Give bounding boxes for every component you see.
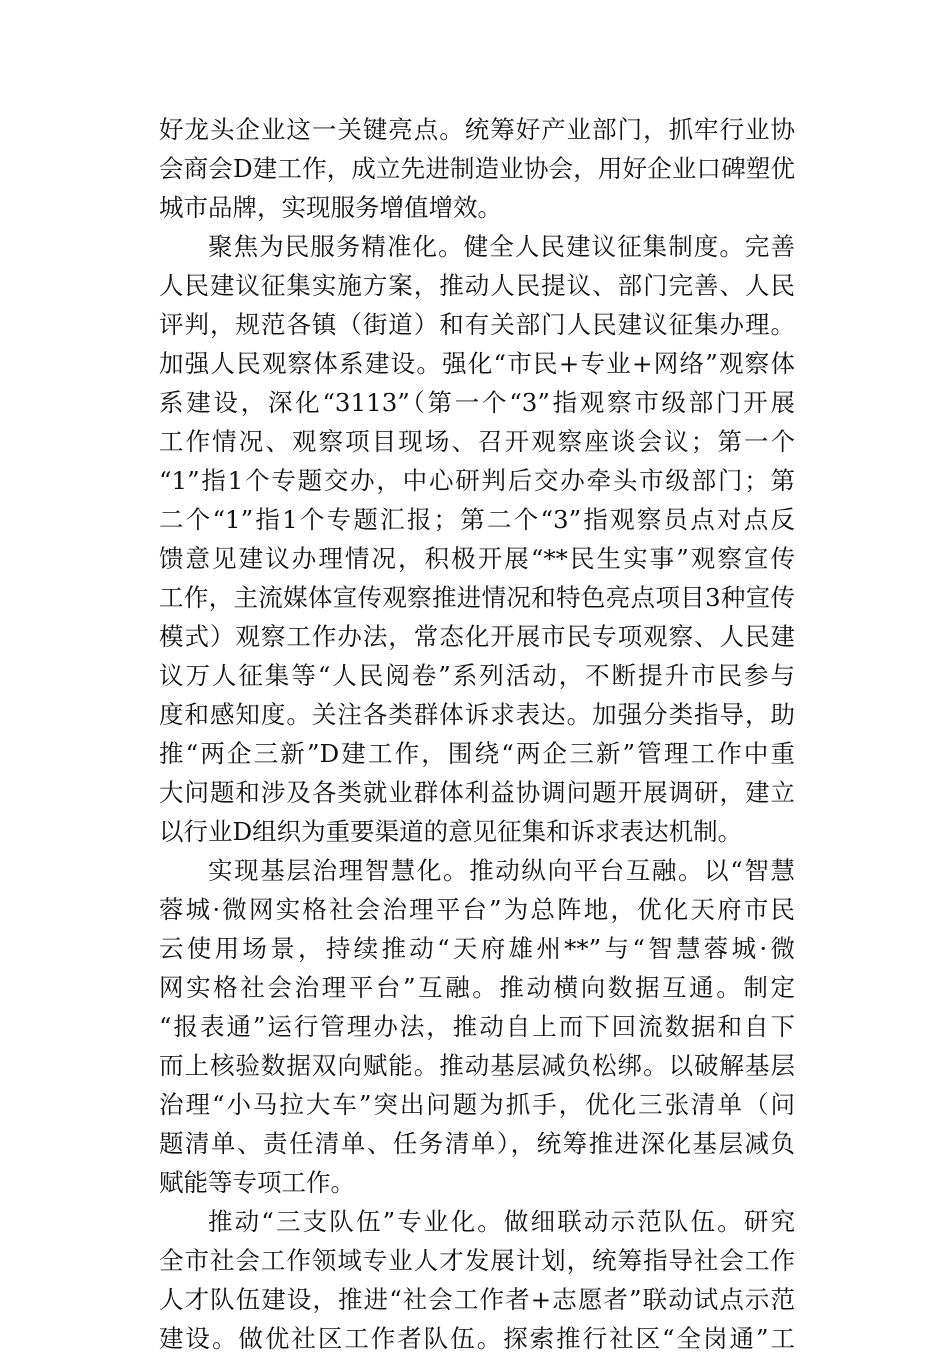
paragraph-line: 工作情况、观察项目现场、召开观察座谈会议；第一个: [159, 427, 795, 456]
paragraph-line: 工作，主流媒体宣传观察推进情况和特色亮点项目3种宣传: [159, 583, 795, 612]
paragraph-line: 建设。做优社区工作者队伍。探索推行社区“全岗通”工: [159, 1324, 795, 1353]
paragraph-line: “1”指1个专题交办，中心研判后交办牵头市级部门；第: [159, 466, 795, 495]
paragraph-line: 人民建议征集实施方案，推动人民提议、部门完善、人民: [159, 271, 795, 300]
paragraph-line: 二个“1”指1个专题汇报；第二个“3”指观察员点对点反: [159, 505, 795, 534]
paragraph-line: 网实格社会治理平台”互融。推动横向数据互通。制定: [159, 973, 795, 1002]
paragraph-line: 实现基层治理智慧化。推动纵向平台互融。以“智慧: [208, 856, 795, 885]
paragraph-line: 加强人民观察体系建设。强化“市民+专业+网络”观察体: [159, 349, 795, 378]
paragraph-line: 人才队伍建设，推进“社会工作者+志愿者”联动试点示范: [159, 1285, 795, 1314]
paragraph-line: 评判，规范各镇（街道）和有关部门人民建议征集办理。: [159, 310, 795, 339]
paragraph-line: 治理“小马拉大车”突出问题为抓手，优化三张清单（问: [159, 1090, 795, 1119]
paragraph-line: 云使用场景，持续推动“天府雄州**”与“智慧蓉城·微: [159, 934, 795, 963]
paragraph-line: 议万人征集等“人民阅卷”系列活动，不断提升市民参与: [159, 661, 795, 690]
paragraph-line: 题清单、责任清单、任务清单），统筹推进深化基层减负: [159, 1129, 795, 1158]
document-body: [159, 110, 795, 1358]
paragraph-line: “报表通”运行管理办法，推动自上而下回流数据和自下: [159, 1012, 795, 1041]
paragraph-line: 以行业D组织为重要渠道的意见征集和诉求表达机制。: [159, 817, 743, 846]
paragraph-line: 大问题和涉及各类就业群体利益协调问题开展调研，建立: [159, 778, 795, 807]
paragraph-line: 会商会D建工作，成立先进制造业协会，用好企业口碑塑优: [159, 154, 795, 183]
paragraph-line: 城市品牌，实现服务增值增效。: [159, 193, 502, 222]
paragraph-line: 模式）观察工作办法，常态化开展市民专项观察、人民建: [159, 622, 795, 651]
paragraph-line: 度和感知度。关注各类群体诉求表达。加强分类指导，助: [159, 700, 795, 729]
paragraph-line: 聚焦为民服务精准化。健全人民建议征集制度。完善: [208, 232, 795, 261]
paragraph-line: 而上核验数据双向赋能。推动基层减负松绑。以破解基层: [159, 1051, 795, 1080]
paragraph-line: 蓉城·微网实格社会治理平台”为总阵地，优化天府市民: [159, 895, 795, 924]
paragraph-line: 赋能等专项工作。: [159, 1168, 355, 1197]
paragraph-line: 推动“三支队伍”专业化。做细联动示范队伍。研究: [208, 1207, 795, 1236]
paragraph-line: 系建设，深化“3113”（第一个“3”指观察市级部门开展: [159, 388, 795, 417]
paragraph-line: 推“两企三新”D建工作，围绕“两企三新”管理工作中重: [159, 739, 795, 768]
paragraph-line: 馈意见建议办理情况，积极开展“**民生实事”观察宣传: [159, 544, 795, 573]
paragraph-line: 好龙头企业这一关键亮点。统筹好产业部门，抓牢行业协: [159, 115, 795, 144]
paragraph-line: 全市社会工作领域专业人才发展计划，统筹指导社会工作: [159, 1246, 795, 1275]
